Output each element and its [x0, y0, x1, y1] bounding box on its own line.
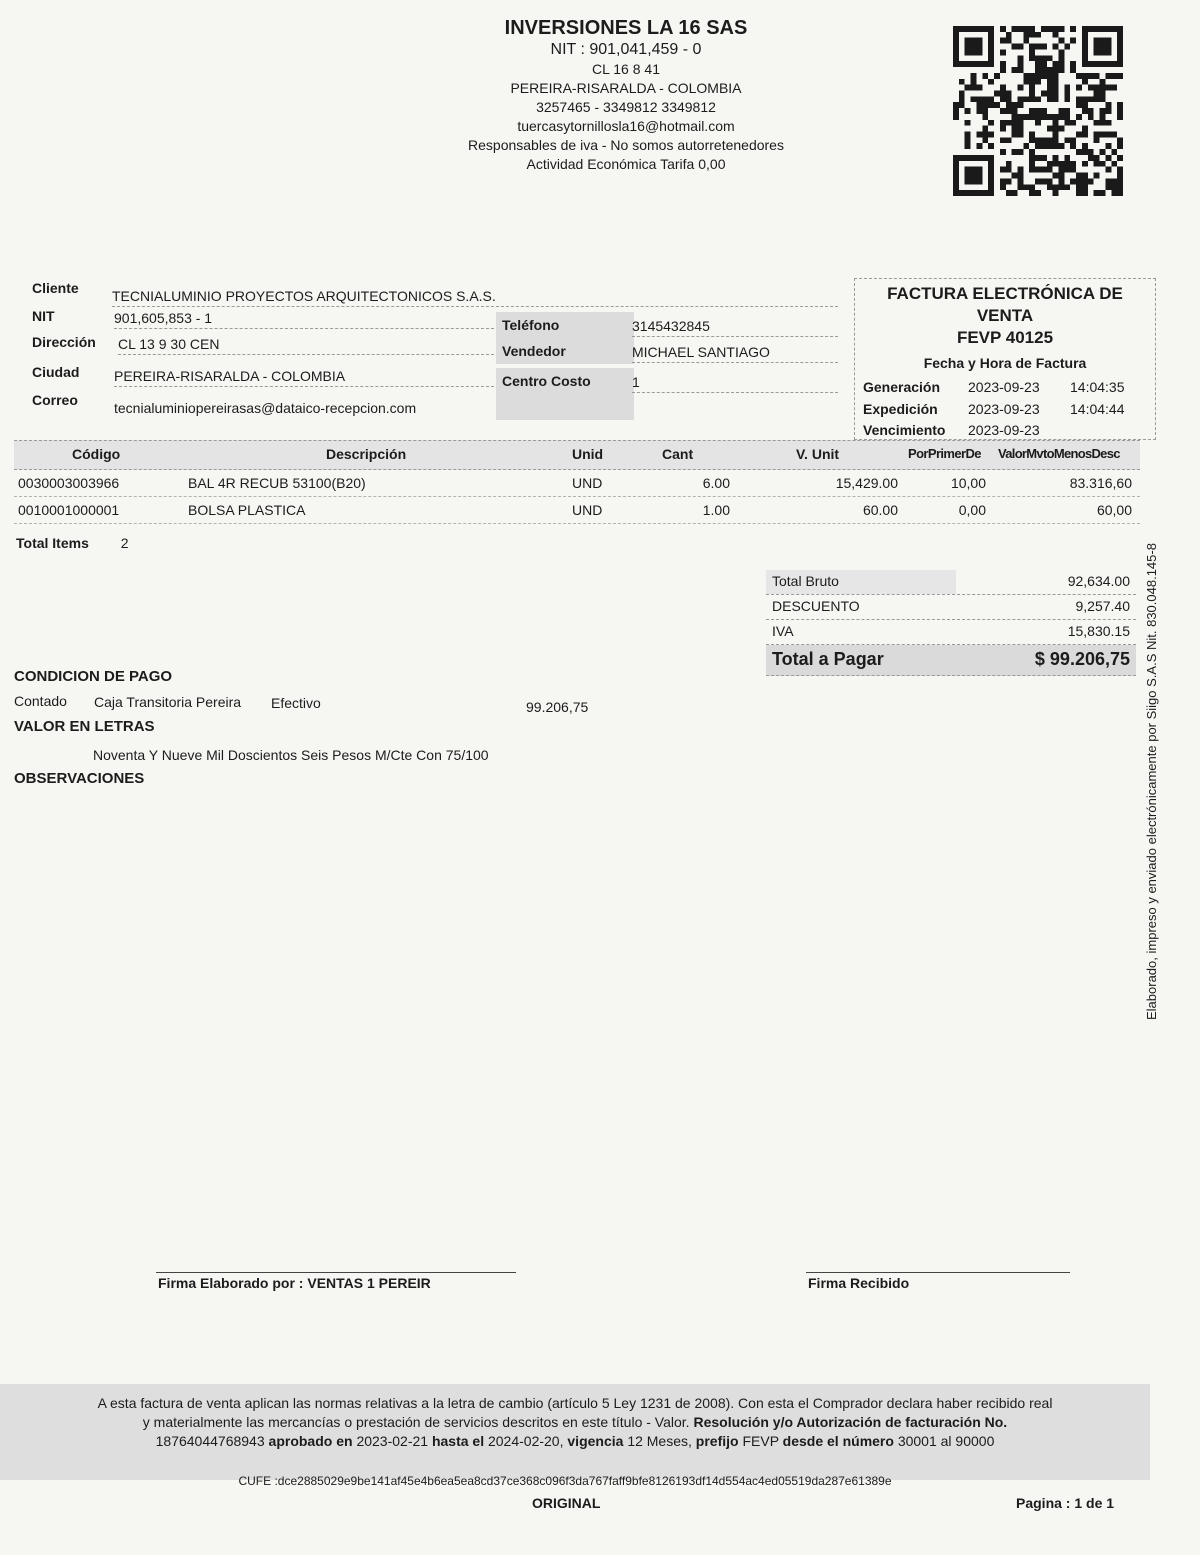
issuer-address: CL 16 8 41 [592, 61, 660, 77]
row-qty: 1.00 [702, 502, 730, 518]
email-label: Correo [32, 392, 78, 408]
cufe-code: CUFE :dce2885029e9be141af45e4b6ea5ea8cd37ce368c096f3da767faff9bfe8126193df14d554ac4ed05519da287e61389e [238, 1474, 892, 1488]
issue-date: 2023-09-23 [968, 401, 1040, 417]
nit-label: NIT [32, 308, 55, 324]
observations-heading: OBSERVACIONES [14, 770, 145, 787]
legal-3e: 2024-02-20, [487, 1433, 564, 1449]
payment-cashbox: Caja Transitoria Pereira [94, 694, 242, 710]
signature-made-by: Firma Elaborado por : VENTAS 1 PEREIR [158, 1275, 431, 1291]
invoice-title-1: FACTURA ELECTRÓNICA DE [887, 284, 1123, 303]
iva-label: IVA [772, 623, 794, 639]
invoice-title-2: VENTA [976, 306, 1034, 325]
qr-code-icon [952, 26, 1124, 196]
col-qty: Cant [662, 446, 694, 462]
client-name: TECNIALUMINIO PROYECTOS ARQUITECTONICOS S.A.S. [112, 288, 838, 307]
col-code: Código [72, 446, 121, 462]
invoice-number: FEVP 40125 [956, 328, 1054, 347]
client-phone: 3145432845 [632, 318, 838, 337]
legal-3g: 12 Meses, [627, 1433, 692, 1449]
legal-3j: desde el número [782, 1433, 894, 1449]
client-info [14, 278, 838, 426]
client-city: PEREIRA-RISARALDA - COLOMBIA [114, 368, 494, 387]
seller-label: Vendedor [496, 338, 634, 364]
legal-3i: FEVP [742, 1433, 779, 1449]
items-header [14, 440, 1140, 470]
col-value: ValorMvtoMenosDesc [998, 446, 1120, 461]
gross-label: Total Bruto [772, 573, 839, 589]
totals-box [766, 570, 1136, 676]
total-items [16, 535, 129, 551]
row-discount-pct: 10,00 [950, 475, 986, 491]
iva-row [766, 620, 1136, 645]
words-heading: VALOR EN LETRAS [14, 718, 155, 735]
legal-2b: Resolución y/o Autorización de facturación No. [693, 1414, 1008, 1430]
amount-in-words: Noventa Y Nueve Mil Doscientos Seis Pesos M/Cte Con 75/100 [93, 747, 489, 763]
legal-3c: 2023-02-21 [356, 1433, 429, 1449]
total-items-value: 2 [120, 535, 129, 551]
total-items-label: Total Items [16, 535, 89, 551]
issuer-city: PEREIRA-RISARALDA - COLOMBIA [510, 80, 742, 96]
discount-label: DESCUENTO [772, 598, 860, 614]
iva-value: 15,830.15 [1067, 623, 1130, 639]
legal-3b: aprobado en [268, 1433, 353, 1449]
discount-row [766, 595, 1136, 620]
generation-label: Generación [863, 379, 941, 395]
row-unit: UND [572, 502, 603, 518]
col-description: Descripción [326, 446, 407, 462]
client-seller: MICHAEL SANTIAGO [632, 344, 838, 363]
grand-total-row [766, 645, 1136, 676]
page-number: Pagina : 1 de 1 [1016, 1495, 1115, 1511]
items-table [14, 440, 1140, 524]
original-label: ORIGINAL [532, 1495, 601, 1511]
address-label: Dirección [32, 334, 96, 350]
row-description: BAL 4R RECUB 53100(B20) [188, 475, 366, 491]
issuer-phones: 3257465 - 3349812 3349812 [536, 99, 716, 115]
row-unit: UND [572, 475, 603, 491]
grand-total-label: Total a Pagar [772, 649, 884, 669]
issuer-tax-note: Responsables de iva - No somos autorretenedores [468, 137, 784, 153]
signature-line-received [806, 1272, 1070, 1273]
payment-heading: CONDICION DE PAGO [14, 668, 173, 685]
signature-received: Firma Recibido [808, 1275, 910, 1291]
issue-label: Expedición [863, 401, 938, 417]
invoice-box [854, 278, 1156, 440]
table-row [14, 470, 1140, 497]
row-qty: 6.00 [702, 475, 730, 491]
legal-3h: prefijo [695, 1433, 739, 1449]
invoice-date-heading: Fecha y Hora de Factura [923, 355, 1087, 371]
row-code: 0030003003966 [18, 475, 120, 491]
row-discount-pct: 0,00 [958, 502, 986, 518]
issuer-activity: Actividad Económica Tarifa 0,00 [526, 156, 726, 172]
issuer-nit: NIT : 901,041,459 - 0 [550, 41, 702, 58]
client-address: CL 13 9 30 CEN [118, 336, 494, 355]
gross-row [766, 570, 1136, 595]
legal-line-1: A esta factura de venta aplican las normas relativas a la letra de cambio (artículo 5 Ley 1231 de 2008). Con esta el Comprador declara haber recibido real [97, 1395, 1053, 1411]
legal-3a: 18764044768943 [155, 1433, 265, 1449]
col-unit: Unid [572, 446, 604, 462]
row-value: 83.316,60 [1069, 475, 1132, 491]
issue-time: 14:04:44 [1070, 401, 1125, 417]
legal-3d: hasta el [431, 1433, 485, 1449]
grand-total-value: $ 99.206,75 [1034, 649, 1130, 669]
row-code: 0010001000001 [18, 502, 120, 518]
row-value: 60,00 [1096, 502, 1132, 518]
signature-line-made-by [156, 1272, 516, 1273]
city-label: Ciudad [32, 364, 80, 380]
client-label: Cliente [32, 280, 79, 296]
row-unit-price: 15,429.00 [835, 475, 898, 491]
issuer-name: INVERSIONES LA 16 SAS [504, 17, 748, 39]
col-discount-pct: PorPrimerDe [908, 446, 981, 461]
col-unit-price: V. Unit [796, 446, 840, 462]
discount-value: 9,257.40 [1075, 598, 1130, 614]
legal-2a: y materialmente las mercancías o prestación de servicios descritos en este título - Valor. [142, 1414, 690, 1430]
legal-notice [0, 1384, 1150, 1480]
payment-type: Contado [14, 693, 67, 709]
cost-center-label: Centro Costo [496, 368, 634, 420]
gross-value: 92,634.00 [1067, 573, 1130, 589]
table-row [14, 497, 1140, 524]
issuer-email: tuercasytornillosla16@hotmail.com [517, 118, 735, 134]
client-email: tecnialuminiopereirasas@dataico-recepcion.com [114, 400, 417, 416]
row-description: BOLSA PLASTICA [188, 502, 306, 518]
payment-amount: 99.206,75 [526, 699, 589, 715]
client-nit: 901,605,853 - 1 [114, 310, 494, 329]
phone-label: Teléfono [496, 312, 634, 338]
payment-method: Efectivo [271, 695, 321, 711]
generation-date: 2023-09-23 [968, 379, 1040, 395]
legal-3f: vigencia [567, 1433, 624, 1449]
generation-time: 14:04:35 [1070, 379, 1125, 395]
client-cost-center: 1 [632, 374, 838, 393]
legal-line-3 [10, 1432, 1140, 1451]
legal-3k: 30001 al 90000 [897, 1433, 995, 1449]
vertical-provider-note: Elaborado, impreso y enviado electrónicamente por Siigo S.A.S Nit. 830.048.145-8 [1144, 543, 1159, 1020]
due-label: Vencimiento [863, 422, 946, 438]
legal-line-2 [10, 1413, 1140, 1432]
row-unit-price: 60.00 [862, 502, 898, 518]
due-date: 2023-09-23 [968, 422, 1040, 438]
issuer-header [426, 16, 826, 174]
